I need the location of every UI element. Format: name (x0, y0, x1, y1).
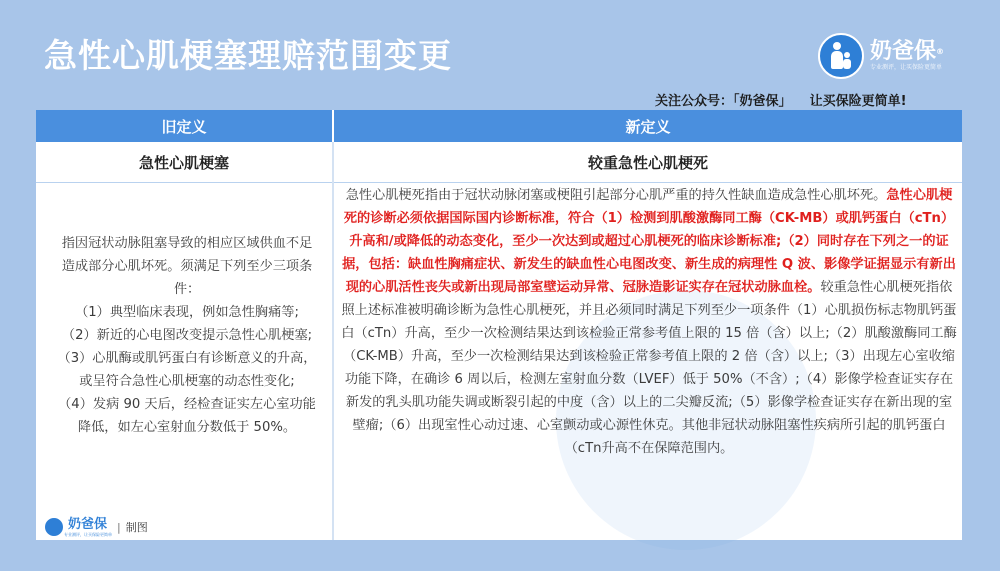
footer-separator: | (117, 520, 121, 534)
footer-made-label: 制图 (125, 521, 148, 534)
brand-logo (818, 33, 944, 79)
footer-credit (44, 517, 148, 537)
footer-logo-icon (44, 517, 64, 537)
brand-slogan: 专业测评，让买保险更简单 (870, 64, 943, 71)
new-definition-header: 新定义 (334, 110, 962, 142)
old-definition-header: 旧定义 (36, 110, 332, 142)
footer-brand: 奶爸保 (68, 516, 108, 532)
brand-name: 奶爸保® (870, 39, 945, 64)
column-divider (332, 142, 334, 540)
old-definition-text: 指因冠状动脉阻塞导致的相应区域供血不足 造成部分心肌坏死。须满足下列至少三项条 件： （1）典型临床表现，例如急性胸痛等; （2）新近的心电图改变提示急性心肌梗塞; （3）心肌酶或肌钙蛋白有诊断意义的升高， 或呈符合急性心肌梗塞的动态性变化; （4）发病 90 天后，经检查证实左心室功能 降低，如左心室射血分数低于 50%。 (57, 236, 317, 435)
old-term: 急性心肌梗塞 (36, 142, 332, 183)
page-title: 急性心肌梗塞理赔范围变更 (44, 36, 452, 75)
new-term: 较重急性心肌梗死 (334, 142, 962, 183)
new-definition-text: 急性心肌梗死指由于冠状动脉闭塞或梗阻引起部分心肌严重的持久性缺血造成急性心肌坏死。急性心肌梗死的诊断必须依据国际国内诊断标准，符合（1）检测到肌酸激酶同工酶（CK-MB）或肌钙蛋白（cTn）升高和/或降低的动态变化，至少一次达到或超过心肌梗死的临床诊断标准;（2）同时存在下列之一的证据，包括：缺血性胸痛症状、新发生的缺血性心电图改变、新生成的病理性 Q 波、影像学证据显示有新出现的心肌活性丧失或新出现局部室壁运动异常、冠脉造影证实存在冠状动脉血栓。较重急性心肌梗死指依照上述标准被明确诊断为急性心肌梗死，并且必须同时满足下列至少一项条件（1）心肌损伤标志物肌钙蛋白（cTn）升高，至少一次检测结果达到该检验正常参考值上限的 15 倍（含）以上;（2）肌酸激酶同工酶（CK-MB）升高，至少一次检测结果达到该检验正常参考值上限的 2 倍（含）以上;（3）出现左心室收缩功能下降，在确诊 6 周以后，检测左室射血分数（LVEF）低于 50%（不含）;（4）影像学检查证实存在新发的乳头肌功能失调或断裂引起的中度（含）以上的二尖瓣反流;（5）影像学检查证实存在新出现的室壁瘤;（6）出现室性心动过速、心室颤动或心源性休克。其他非冠状动脉阻塞性疾病所引起的肌钙蛋白（cTn升高不在保障范围内。 (341, 188, 957, 456)
comparison-table (36, 110, 962, 540)
diagnosis-criteria-highlight: 急性心肌梗死的诊断必须依据国际国内诊断标准，符合（1）检测到肌酸激酶同工酶（CK-MB）或肌钙蛋白（cTn）升高和/或降低的动态变化，至少一次达到或超过心肌梗死的临床诊断标准;（2）同时存在下列之一的证据，包括：缺血性胸痛症状、新发生的缺血性心电图改变、新生成的病理性 Q 波、影像学证据显示有新出现的心肌活性丧失或新出现局部室壁运动异常、冠脉造影证实存在冠状动脉血栓。 (342, 188, 956, 295)
follow-banner: 关注公众号：「奶爸保」 让买保险更简单! (655, 94, 907, 109)
footer-slogan: 专业测评，让买保险更简单 (64, 531, 112, 537)
parent-child-icon (818, 33, 864, 79)
